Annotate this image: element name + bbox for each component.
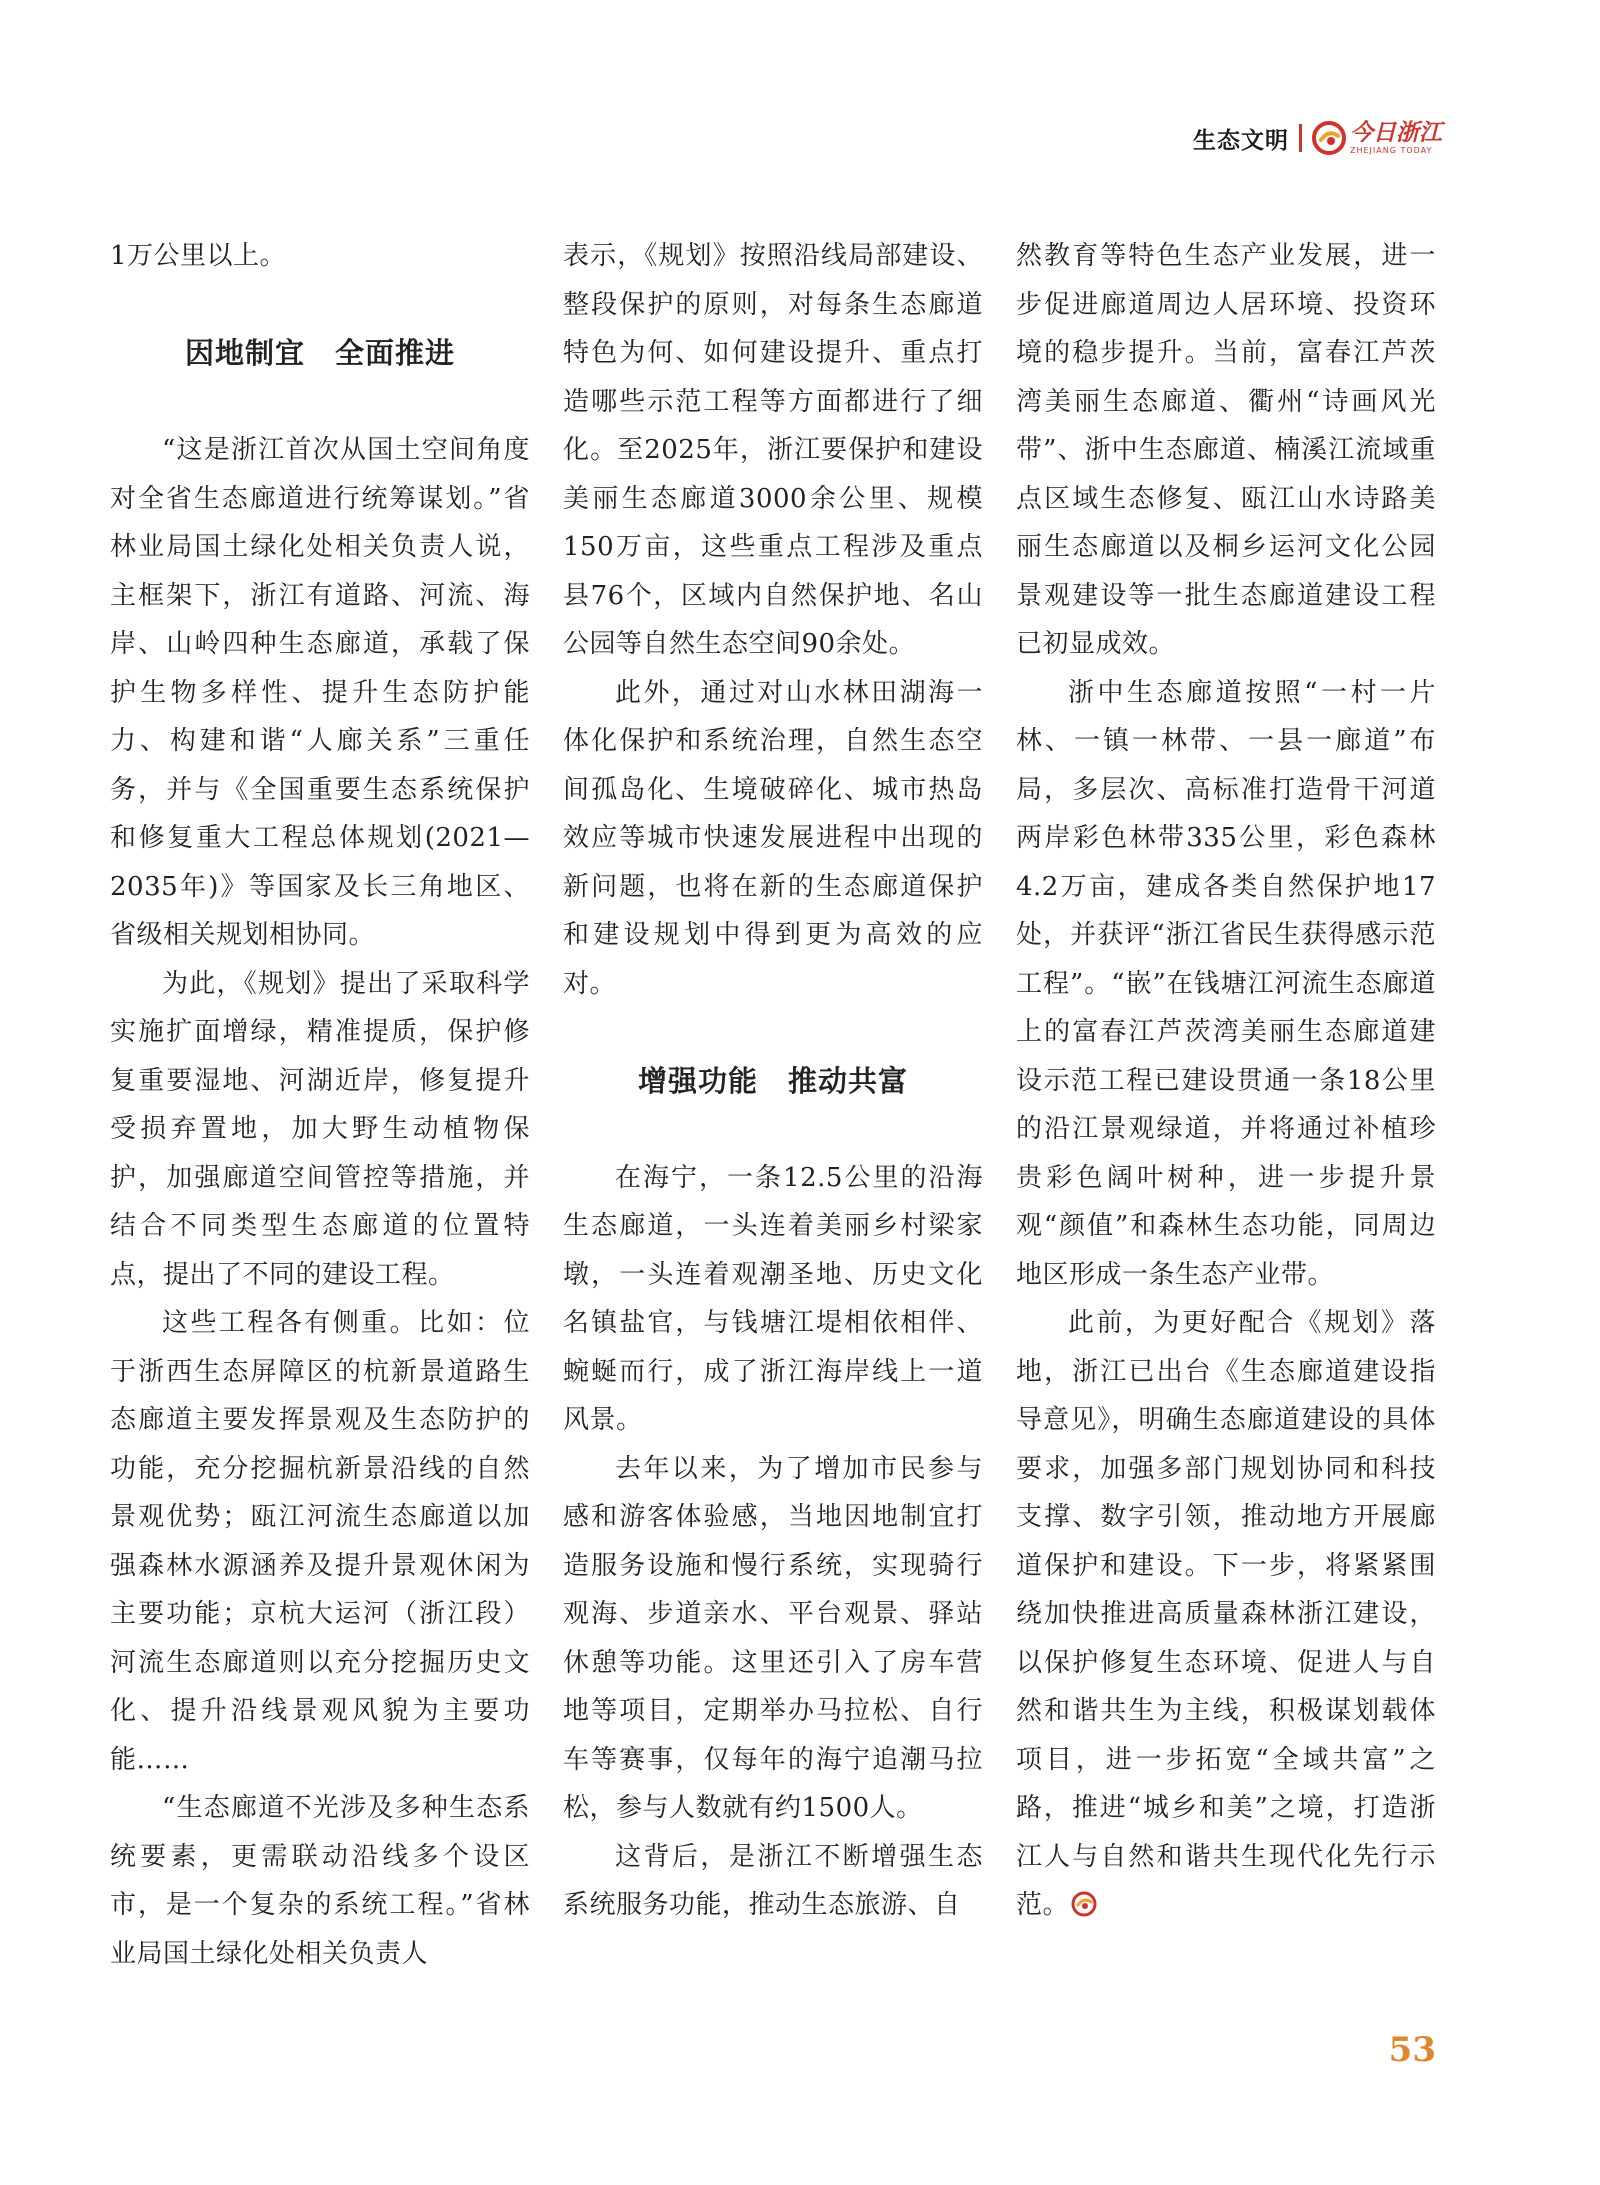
page-number: 53 xyxy=(1388,2030,1436,2070)
paragraph: 为此，《规划》提出了采取科学实施扩面增绿，精准提质，保护修复重要湿地、河湖近岸，修复提升受损弃置地，加大野生动植物保护，加强廊道空间管控等措施，并结合不同类型生态廊道的位置特点，提出了不同的建设工程。 xyxy=(110,968,530,1290)
article-column-1 xyxy=(110,232,530,1978)
paragraph-last xyxy=(1016,1299,1436,1930)
logo-english: ZHEJIANG TODAY xyxy=(1350,145,1433,155)
paragraph: 这背后，是浙江不断增强生态系统服务功能，推动生态旅游、自 xyxy=(563,1841,983,1920)
paragraph: 表示，《规划》按照沿线局部建设、整段保护的原则，对每条生态廊道特色为何、如何建设提升、重点打造哪些示范工程等方面都进行了细化。至2025年，浙江要保护和建设美丽生态廊道3000余公里、规模150万亩，这些重点工程涉及重点县76个，区域内自然保护地、名山公园等自然生态空间90余处。 xyxy=(563,241,983,659)
running-header xyxy=(1193,118,1442,158)
section-label: 生态文明 xyxy=(1193,127,1289,154)
section-subheading: 因地制宜 全面推进 xyxy=(184,336,455,370)
paragraph: 去年以来，为了增加市民参与感和游客体验感，当地因地制宜打造服务设施和慢行系统，实现骑行观海、步道亲水、平台观景、驿站休憩等功能。这里还引入了房车营地等项目，定期举办马拉松、自行车等赛事，仅每年的海宁追潮马拉松，参与人数就有约1500人。 xyxy=(563,1453,983,1823)
header-divider xyxy=(1299,124,1302,152)
article-end-icon xyxy=(1071,1891,1097,1917)
paragraph: 这些工程各有侧重。比如：位于浙西生态屏障区的杭新景道路生态廊道主要发挥景观及生态防护的功能，充分挖掘杭新景沿线的自然景观优势；瓯江河流生态廊道以加强森林水源涵养及提升景观休闲为主要功能；京杭大运河（浙江段）河流生态廊道则以充分挖掘历史文化、提升沿线景观风貌为主要功能…… xyxy=(110,1308,530,1775)
logo-chinese: 今日浙江 xyxy=(1350,119,1442,146)
magazine-logo xyxy=(1312,121,1442,155)
paragraph: “生态廊道不光涉及多种生态系统要素，更需联动沿线多个设区市，是一个复杂的系统工程。”省林业局国土绿化处相关负责人 xyxy=(110,1793,530,1969)
paragraph: “这是浙江首次从国土空间角度对全省生态廊道进行统筹谋划。”省林业局国土绿化处相关负责人说，主框架下，浙江有道路、河流、海岸、山岭四种生态廊道，承载了保护生物多样性、提升生态防护能力、构建和谐“人廊关系”三重任务，并与《全国重要生态系统保护和修复重大工程总体规划(2021—2035年)》等国家及长三角地区、省级相关规划相协同。 xyxy=(110,435,530,950)
paragraph: 1万公里以上。 xyxy=(110,241,287,271)
paragraph: 此外，通过对山水林田湖海一体化保护和系统治理，自然生态空间孤岛化、生境破碎化、城市热岛效应等城市快速发展进程中出现的新问题，也将在新的生态廊道保护和建设规划中得到更为高效的应对。 xyxy=(563,677,983,999)
article-column-3 xyxy=(1016,232,1436,1930)
paragraph: 在海宁，一条12.5公里的沿海生态廊道，一头连着美丽乡村梁家墩，一头连着观潮圣地、历史文化名镇盐官，与钱塘江堤相依相伴、蜿蜒而行，成了浙江海岸线上一道风景。 xyxy=(563,1162,983,1435)
paragraph: 然教育等特色生态产业发展，进一步促进廊道周边人居环境、投资环境的稳步提升。当前，富春江芦茨湾美丽生态廊道、衢州“诗画风光带”、浙中生态廊道、楠溪江流域重点区域生态修复、瓯江山水诗路美丽生态廊道以及桐乡运河文化公园景观建设等一批生态廊道建设工程已初显成效。 xyxy=(1016,241,1436,659)
section-subheading: 增强功能 推动共富 xyxy=(637,1063,908,1098)
paragraph-text: 此前，为更好配合《规划》落地，浙江已出台《生态廊道建设指导意见》，明确生态廊道建设的具体要求，加强多部门规划协同和科技支撑、数字引领，推动地方开展廊道保护和建设。下一步，将紧紧围绕加快推进高质量森林浙江建设，以保护修复生态环境、促进人与自然和谐共生为主线，积极谋划载体项目，进一步拓宽“全域共富”之路，推进“城乡和美”之境，打造浙江人与自然和谐共生现代化先行示范。 xyxy=(1016,1308,1436,1920)
article-column-2 xyxy=(563,232,983,1930)
paragraph: 浙中生态廊道按照“一村一片林、一镇一林带、一县一廊道”布局，多层次、高标准打造骨干河道两岸彩色林带335公里，彩色森林4.2万亩，建成各类自然保护地17处，并获评“浙江省民生获得感示范工程”。“嵌”在钱塘江河流生态廊道上的富春江芦茨湾美丽生态廊道建设示范工程已建设贯通一条18公里的沿江景观绿道，并将通过补植珍贵彩色阔叶树种，进一步提升景观“颜值”和森林生态功能，同周边地区形成一条生态产业带。 xyxy=(1016,677,1436,1290)
logo-swirl-icon xyxy=(1312,121,1346,155)
